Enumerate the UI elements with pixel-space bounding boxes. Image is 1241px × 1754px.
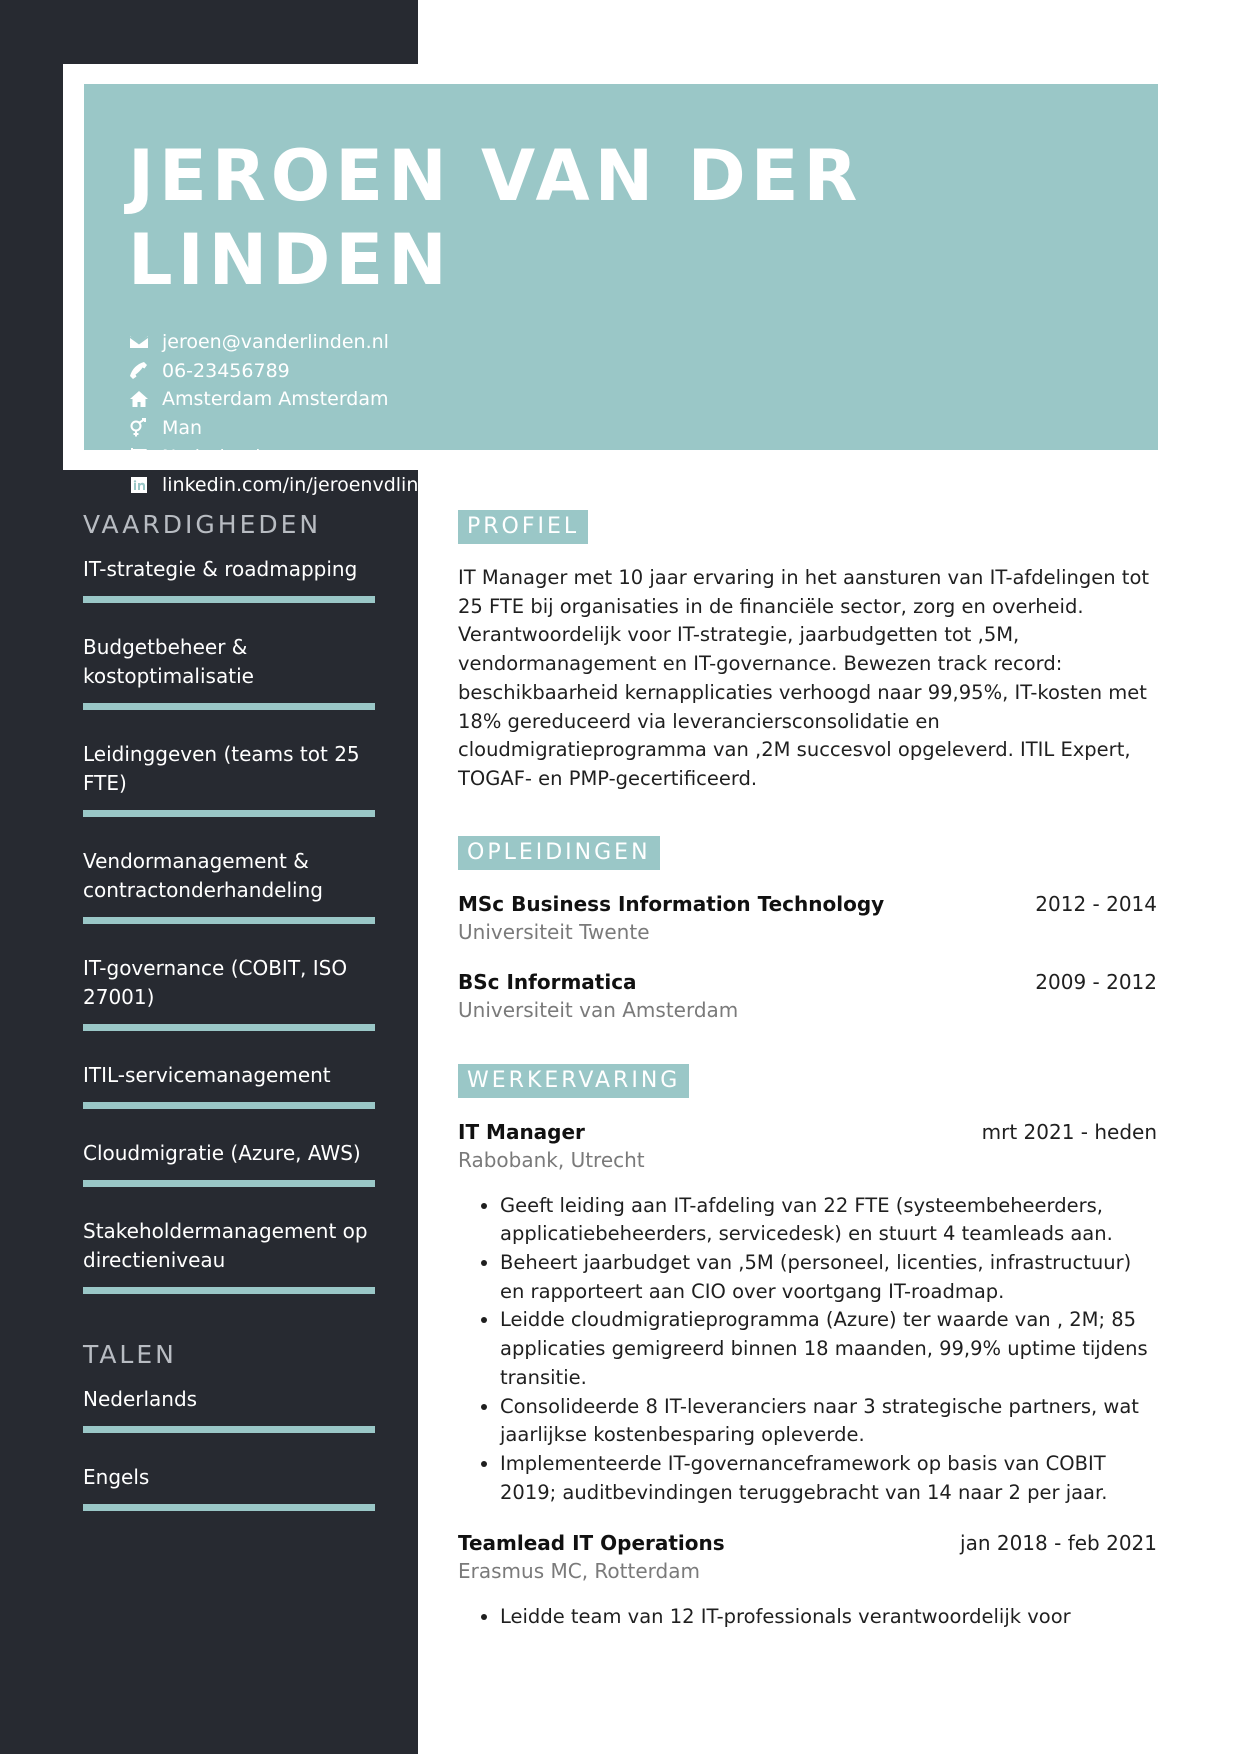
envelope-icon bbox=[128, 331, 150, 353]
education-entry bbox=[458, 968, 1157, 1024]
language-label: Engels bbox=[83, 1465, 150, 1489]
skill-item bbox=[83, 847, 376, 924]
gender-icon bbox=[128, 417, 150, 439]
contact-nationality bbox=[128, 442, 1158, 471]
skill-label: IT-strategie & roadmapping bbox=[83, 557, 358, 581]
home-icon bbox=[128, 388, 150, 410]
work-entry-head bbox=[458, 1529, 1157, 1557]
main-content bbox=[458, 510, 1157, 1654]
work-entry bbox=[458, 1529, 1157, 1632]
skill-bar bbox=[83, 1180, 375, 1187]
skill-label: Budgetbeheer & kostoptimalisatie bbox=[83, 635, 254, 688]
language-bar bbox=[83, 1504, 375, 1511]
job-bullets bbox=[458, 1192, 1157, 1508]
skill-item bbox=[83, 633, 376, 710]
contact-gender bbox=[128, 414, 1158, 443]
education-title: BSc Informatica bbox=[458, 969, 637, 994]
job-bullet: • Consolideerde 8 IT-leveranciers naar 3 strategische partners, wat jaarlijkse kostenbesparing opleverde. bbox=[500, 1393, 1157, 1450]
skill-label: Stakeholdermanagement op directieniveau bbox=[83, 1219, 368, 1272]
work-heading: WERKERVARING bbox=[458, 1064, 689, 1098]
job-title: IT Manager bbox=[458, 1119, 585, 1144]
skill-bar bbox=[83, 1024, 375, 1031]
skill-item bbox=[83, 954, 376, 1031]
languages-heading: TALEN bbox=[83, 1340, 177, 1369]
education-title: MSc Business Information Technology bbox=[458, 891, 885, 916]
job-bullet: • Leidde team van 12 IT-professionals verantwoordelijk voor bbox=[500, 1603, 1157, 1632]
job-bullets bbox=[458, 1603, 1157, 1632]
skill-label: Cloudmigratie (Azure, AWS) bbox=[83, 1141, 361, 1165]
contact-email[interactable] bbox=[128, 328, 1158, 357]
contact-phone[interactable] bbox=[128, 357, 1158, 386]
education-entry-head bbox=[458, 968, 1157, 996]
contact-phone-text: 06-23456789 bbox=[162, 359, 290, 382]
sidebar-top-block bbox=[0, 0, 418, 64]
education-entry bbox=[458, 890, 1157, 946]
skills-heading: VAARDIGHEDEN bbox=[83, 510, 322, 539]
job-title: Teamlead IT Operations bbox=[458, 1531, 725, 1556]
education-heading: OPLEIDINGEN bbox=[458, 836, 660, 870]
contact-address-text: Amsterdam Amsterdam bbox=[162, 388, 389, 411]
skill-bar bbox=[83, 1287, 375, 1294]
job-dates: mrt 2021 - heden bbox=[981, 1119, 1157, 1144]
profile-text: IT Manager met 10 jaar ervaring in het aansturen van IT-afdelingen tot 25 FTE bij organisaties in de financiële sector, zorg en overheid. Verantwoordelijk voor IT-strategie, jaarbudgetten tot ,5M, vendormanagement en IT-governance. Bewezen track record: beschikbaarheid kernapplicaties verhoogd naar 99,95%, IT-kosten met 18% gereduceerd via leveranciersconsolidatie en cloudmigratieprogramma van ,2M succesvol opgeleverd. ITIL Expert, TOGAF- en PMP-gecertificeerd. bbox=[458, 566, 1150, 790]
contact-email-text: jeroen@vanderlinden.nl bbox=[162, 331, 389, 354]
job-dates: jan 2018 - feb 2021 bbox=[960, 1531, 1157, 1556]
header bbox=[84, 84, 1158, 497]
skill-bar bbox=[83, 1102, 375, 1109]
education-entry-head bbox=[458, 890, 1157, 918]
linkedin-icon bbox=[128, 474, 150, 496]
contact-gender-text: Man bbox=[162, 417, 203, 440]
sidebar-left-strip bbox=[0, 64, 63, 470]
skill-bar bbox=[83, 810, 375, 817]
language-item bbox=[83, 1463, 376, 1511]
education-dates: 2009 - 2012 bbox=[1035, 969, 1157, 994]
contact-address bbox=[128, 385, 1158, 414]
contact-list bbox=[128, 328, 1158, 500]
skill-item bbox=[83, 555, 376, 603]
candidate-name: JEROEN VAN DER LINDEN bbox=[128, 135, 863, 301]
contact-linkedin-text: linkedin.com/in/jeroenvdlinden bbox=[162, 474, 455, 497]
skill-label: ITIL-servicemanagement bbox=[83, 1063, 331, 1087]
job-bullet: • Implementeerde IT-governanceframework op basis van COBIT 2019; auditbevindingen teruggebracht van 14 naar 2 per jaar. bbox=[500, 1450, 1157, 1507]
sidebar-content bbox=[83, 510, 376, 1541]
work-entry-head bbox=[458, 1118, 1157, 1146]
skill-bar bbox=[83, 596, 375, 603]
skill-label: IT-governance (COBIT, ISO 27001) bbox=[83, 956, 348, 1009]
profile-heading: PROFIEL bbox=[458, 510, 588, 544]
job-company: Erasmus MC, Rotterdam bbox=[458, 1559, 700, 1584]
skill-item bbox=[83, 1061, 376, 1109]
flag-icon bbox=[128, 446, 150, 468]
skill-bar bbox=[83, 917, 375, 924]
education-school: Universiteit van Amsterdam bbox=[458, 997, 739, 1022]
job-bullet: • Geeft leiding aan IT-afdeling van 22 FTE (systeembeheerders, applicatiebeheerders, servicedesk) en stuurt 4 teamleads aan. bbox=[500, 1192, 1157, 1249]
skill-label: Vendormanagement & contractonderhandeling bbox=[83, 849, 323, 902]
contact-linkedin[interactable] bbox=[128, 471, 1158, 500]
skill-item bbox=[83, 740, 376, 817]
job-bullet: • Leidde cloudmigratieprogramma (Azure) ter waarde van , 2M; 85 applicaties gemigreerd binnen 18 maanden, 99,9% uptime tijdens transitie. bbox=[500, 1306, 1157, 1392]
work-entry bbox=[458, 1118, 1157, 1508]
phone-icon bbox=[128, 360, 150, 382]
skill-label: Leidinggeven (teams tot 25 FTE) bbox=[83, 742, 360, 795]
skill-item bbox=[83, 1139, 376, 1187]
education-dates: 2012 - 2014 bbox=[1035, 891, 1157, 916]
skill-item bbox=[83, 1217, 376, 1294]
skill-bar bbox=[83, 703, 375, 710]
job-bullet: • Beheert jaarbudget van ,5M (personeel, licenties, infrastructuur) en rapporteert aan CIO over voortgang IT-roadmap. bbox=[500, 1249, 1157, 1306]
language-bar bbox=[83, 1426, 375, 1433]
language-label: Nederlands bbox=[83, 1387, 198, 1411]
language-item bbox=[83, 1385, 376, 1433]
contact-nationality-text: Nederlands bbox=[162, 445, 271, 468]
job-company: Rabobank, Utrecht bbox=[458, 1147, 645, 1172]
education-school: Universiteit Twente bbox=[458, 919, 650, 944]
